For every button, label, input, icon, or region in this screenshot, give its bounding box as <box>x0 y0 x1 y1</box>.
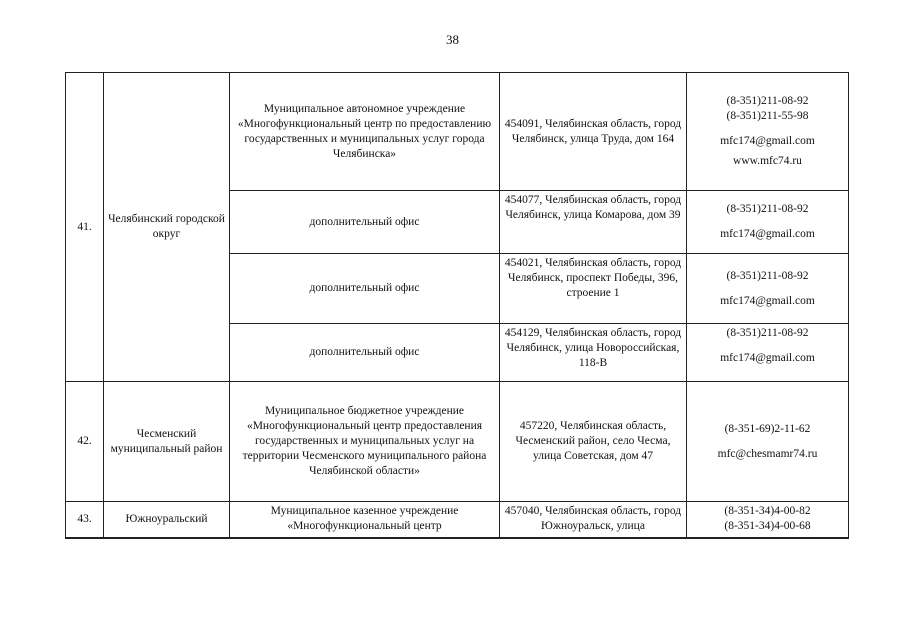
table-row <box>66 502 849 538</box>
row-number: 43. <box>66 502 104 538</box>
address-cell: 454091, Челябинская область, город Челябинск, улица Труда, дом 164 <box>500 73 687 191</box>
mfc-table <box>65 72 849 539</box>
table-row <box>66 382 849 502</box>
email: mfc174@gmail.com <box>720 294 815 307</box>
district-cell: Чесменский муниципальный район <box>104 382 230 502</box>
address-cell: 454077, Челябинская область, город Челябинск, улица Комарова, дом 39 <box>500 191 687 254</box>
row-number: 42. <box>66 382 104 502</box>
district-cell: Челябинский городской округ <box>104 73 230 382</box>
phone: (8-351-34)4-00-82 <box>724 505 811 517</box>
address-cell: 454021, Челябинская область, город Челябинск, проспект Победы, 396, строение 1 <box>500 254 687 324</box>
address-cell: 454129, Челябинская область, город Челябинск, улица Новороссийская, 118-В <box>500 324 687 382</box>
office-name-cell: Муниципальное автономное учреждение «Многофункциональный центр по предоставлению государственных и муниципальных услуг города Челябинска» <box>230 73 500 191</box>
email: mfc174@gmail.com <box>720 228 815 240</box>
contacts-cell <box>687 254 849 324</box>
email: mfc174@gmail.com <box>720 135 815 147</box>
office-name-cell: Муниципальное бюджетное учреждение «Многофункциональный центр предоставления государственных и муниципальных услуг на территории Чесменского муниципального района Челябинской области» <box>230 382 500 502</box>
phone: (8-351)211-08-92 <box>726 269 809 282</box>
phone: (8-351)211-08-92 <box>726 95 809 107</box>
page-number: 38 <box>446 32 459 47</box>
district-cell: Южноуральский <box>104 502 230 538</box>
table-row <box>66 73 849 191</box>
phone: (8-351-69)2-11-62 <box>724 422 811 435</box>
office-name-cell: дополнительный офис <box>230 324 500 382</box>
email: mfc@chesmamr74.ru <box>717 447 818 460</box>
address-cell: 457220, Челябинская область, Чесменский район, село Чесма, улица Советская, дом 47 <box>500 382 687 502</box>
office-name-cell: дополнительный офис <box>230 254 500 324</box>
address-cell: 457040, Челябинская область, город Южноуральск, улица <box>500 502 687 538</box>
contacts-cell <box>687 324 849 382</box>
row-number: 41. <box>66 73 104 382</box>
phone: (8-351)211-55-98 <box>726 110 809 122</box>
email: mfc174@gmail.com <box>720 352 815 364</box>
office-name-cell: дополнительный офис <box>230 191 500 254</box>
website: www.mfc74.ru <box>733 155 802 167</box>
phone: (8-351)211-08-92 <box>726 203 809 215</box>
contacts-cell <box>687 191 849 254</box>
contacts-cell <box>687 502 849 538</box>
contacts-cell <box>687 73 849 191</box>
phone: (8-351-34)4-00-68 <box>724 520 811 532</box>
contacts-cell <box>687 382 849 502</box>
phone: (8-351)211-08-92 <box>726 327 809 339</box>
office-name-cell: Муниципальное казенное учреждение «Многофункциональный центр <box>230 502 500 538</box>
